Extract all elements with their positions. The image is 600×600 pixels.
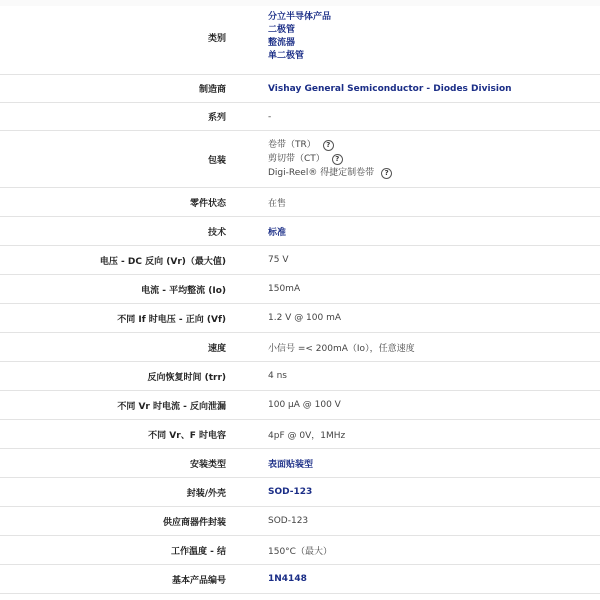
row-label: 不同 Vr、F 时电容 [148,430,226,441]
row-reverse-recovery [0,362,600,391]
row-series [0,103,600,131]
row-label: 电流 - 平均整流 (Io) [141,285,226,296]
category-link-3[interactable]: 整流器 [268,38,296,48]
row-label: 零件状态 [189,198,226,209]
row-label: 包装 [207,155,226,166]
packaging-digireel: Digi-Reel® 得捷定制卷带 [268,168,375,178]
question-circle-icon[interactable]: ? [381,168,392,179]
row-value [230,11,600,63]
packaging-ct: 剪切带（CT） [268,154,325,164]
row-capacitance [0,420,600,449]
row-value [230,225,600,238]
category-link-4[interactable]: 单二极管 [268,51,305,61]
row-voltage-dc-reverse [0,246,600,275]
question-circle-icon[interactable]: ? [332,154,343,165]
row-value [230,84,600,94]
base-part-number-link[interactable]: 1N4148 [268,574,307,584]
row-manufacturer [0,75,600,103]
row-label: 技术 [207,227,226,238]
row-value [230,487,600,497]
row-value: SOD-123 [268,516,309,526]
row-supplier-package [0,507,600,536]
row-label: 基本产品编号 [171,575,226,586]
row-value: 150°C（最大） [268,546,332,557]
row-value [230,457,600,470]
row-value: 在售 [268,198,287,209]
row-value: 小信号 =< 200mA（Io），任意速度 [268,343,415,354]
row-label: 速度 [207,343,226,354]
row-base-part-number [0,565,600,594]
package-case-link[interactable]: SOD-123 [268,487,313,497]
technology-link[interactable]: 标准 [268,227,287,238]
manufacturer-link[interactable]: Vishay General Semiconductor - Diodes Division [268,83,512,94]
row-reverse-leakage [0,391,600,420]
row-speed [0,333,600,362]
row-label: 反向恢复时间 (trr) [147,372,226,383]
row-technology [0,217,600,246]
row-label: 供应商器件封装 [162,517,226,528]
category-link-1[interactable]: 分立半导体产品 [268,12,332,22]
row-label: 系列 [207,113,226,123]
row-value: 4pF @ 0V，1MHz [268,430,346,441]
row-label: 类别 [207,33,226,44]
row-value: - [268,111,272,122]
category-link-2[interactable]: 二极管 [268,25,296,35]
question-circle-icon[interactable]: ? [323,140,334,151]
row-label: 电压 - DC 反向 (Vr)（最大值) [99,256,226,267]
row-label: 封装/外壳 [186,488,226,499]
row-operating-temp [0,536,600,565]
row-value: 150mA [268,284,301,294]
row-label: 工作温度 - 结 [170,546,226,557]
row-label: 安装类型 [189,459,226,470]
mounting-type-link[interactable]: 表面贴装型 [268,459,314,470]
row-label: 制造商 [198,85,226,95]
row-mounting-type [0,449,600,478]
row-part-status [0,188,600,217]
row-value [230,574,600,584]
packaging-option [268,166,600,180]
row-value: 100 µA @ 100 V [268,400,341,410]
row-current-avg-rectified [0,275,600,304]
packaging-option [268,138,600,152]
row-value: 75 V [268,255,289,265]
packaging-option [268,152,600,166]
row-packaging [0,131,600,188]
row-value: 4 ns [268,371,287,381]
packaging-tr: 卷带（TR） [268,140,316,150]
row-package-case [0,478,600,507]
row-value: 1.2 V @ 100 mA [268,313,342,323]
row-value [230,138,600,180]
row-label: 不同 Vr 时电流 - 反向泄漏 [117,401,226,412]
row-label: 不同 If 时电压 - 正向 (Vf) [117,314,226,325]
row-voltage-forward [0,304,600,333]
row-category [0,0,600,75]
